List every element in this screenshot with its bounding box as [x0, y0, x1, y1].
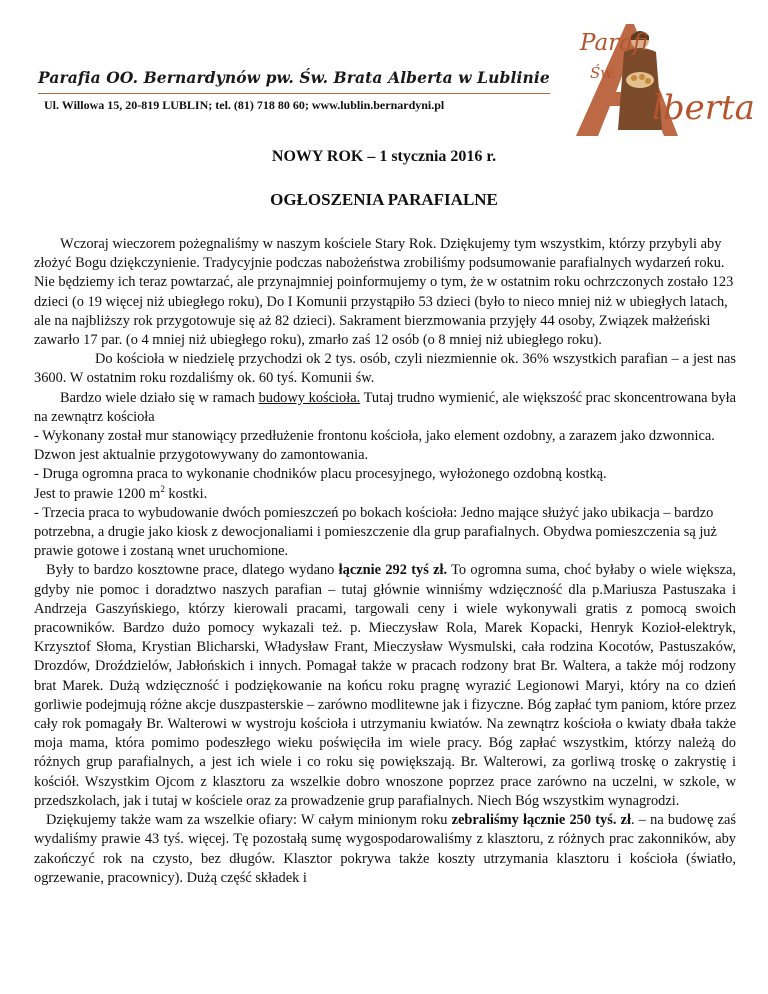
paragraph-wall: - Wykonany został mur stanowiący przedłużenie frontonu kościoła, jako element ozdobny, a zarazem jako dzwonnica. Dzwon jest aktualnie przygotowywany do zamontowania.	[34, 428, 715, 464]
logo-text-parafia: Parafi	[580, 30, 649, 56]
paragraph-attendance: Do kościoła w niedzielę przychodzi ok 2 tys. osób, czyli niezmiennie ok. 36% wszystkich parafian – a jest nas 3600. W ostatnim roku rozdaliśmy ok. 60 tyś. Komunii św.	[34, 351, 736, 387]
text: Tutaj trudno wymienić, ale większość prac skoncentrowana była na zewnątrz kościoła	[34, 389, 736, 425]
bold-total-cost: łącznie 292 tyś zł.	[338, 562, 448, 579]
paragraph-year-summary: Wczoraj wieczorem pożegnaliśmy w naszym kościele Stary Rok. Dziękujemy tym wszystkim, którzy przybyli aby złożyć Bogu dziękczynienie. Tradycyjnie podczas nabożeństwa zrobiliśmy podsumowanie parafialnych wydarzeń roku. Nie będziemy ich teraz powtarzać, ale przynajmniej poinformujemy o tym, że w ostatnim roku ochrzczonych zostało 123 dzieci (o 19 więcej niż ubiegłego roku), Do I Komunii przystąpiło 53 dzieci (było to nieco mniej niż w ubiegłych latach, ale na najbliższy rok przygotowuje się aż 82 dzieci). Sakrament bierzmowania przyjęły 44 osoby, Związek małżeński zawarło 17 par. (o 4 mniej niż ubiegłego roku), zmarło zaś 12 osób (o 8 mniej niż ubiegłego roku).	[34, 236, 734, 349]
construction-link[interactable]: budowy kościoła.	[258, 389, 361, 406]
paragraph-costs-thanks	[34, 561, 736, 811]
text: Dziękujemy także wam za wszelkie ofiary: W całym minionym roku	[46, 812, 452, 829]
header-divider	[38, 93, 550, 94]
parish-name: Parafia OO. Bernardynów pw. Św. Brata Alberta w Lublinie	[38, 68, 550, 87]
text: Jest to prawie 1200 m	[34, 485, 161, 502]
text: Bardzo wiele działo się w ramach	[60, 389, 259, 406]
text: kostki.	[164, 485, 208, 502]
text: . – na budowę zaś wydaliśmy prawie 43 tyś. więcej. Tę pozostałą sumę wygospodarowaliśmy z klasztoru, z różnych prac zakonników, aby zakończyć rok na czysto, bez długów. Klasztor pokrywa także koszty utrzymania klasztoru i kościoła (światło, ogrzewanie, pracownicy). Dużą część składek i	[34, 812, 737, 886]
announcements-title: OGŁOSZENIA PARAFIALNE	[270, 190, 498, 209]
parish-address: Ul. Willowa 15, 20-819 LUBLIN; tel. (81) 718 80 60; www.lublin.bernardyni.pl	[44, 98, 445, 112]
date-title: NOWY ROK – 1 stycznia 2016 r.	[271, 148, 497, 165]
text: Były to bardzo kosztowne prace, dlatego wydano	[46, 562, 339, 579]
paragraph-pavement	[34, 465, 736, 503]
paragraph-offerings	[34, 811, 736, 888]
logo-text-sw: Św.	[590, 64, 617, 82]
superscript: 2	[160, 483, 165, 494]
paragraph-construction	[34, 389, 736, 427]
text: To ogromna suma, choć byłaby o wiele większa, gdyby nie pomoc i doradztwo naszych parafian – tutaj głównie winniśmy wdzięczność dla p.Mariusza Pastuszaka i Andrzeja Gaszyńskiego, którzy kierowali pracami, targowali ceny i wiele wykonywali gratis z pomocą swoich pracowników. Bardzo dużo pomocy wykazali też. p. Mieczysław Rola, Marek Kopacki, Henryk Kozioł-elektryk, Krzysztof Słoma, Krystian Blicharski, Władysław Frant, Mieczysław Wysmulski, cała rodzina Kocotów, Pastuszaków, Drozdów, Droździelów, Jabłońskich i innych. Pomagał także w pracach rodzony brat Br. Waltera, a także mój rodzony brat Marek. Dużą wdzięczność i podziękowanie na końcu roku pragnę wyrazić Legionowi Maryi, który na co dzień gorliwie podejmują różne akcje duszpasterskie – zarówno modlitewne jak i fizyczne. Bóg zapłać tym paniom, które przez cały rok pomagały Br. Walterowi w wystroju kościoła i utrzymaniu kwiatów. Na zewnątrz kościoła o kwiaty dbała także moja mama, która pomimo podeszłego wieku poświęciła im wiele pracy. Bóg zapłać wszystkim, którzy należą do różnych grup parafialnych, a jest ich wiele i co roku się powiększają. Br. Walterowi, za gorliwą troskę o zakrystię i kościół. Wszystkim Ojcom z klasztoru za wszelkie dobro wnoszone poprzez prace zarówno na uczelni, w szkole, w przedszkolach, jak i tutaj w kościele oraz za prowadzenie grup parafialnych. Niech Bóg wszystkim wynagrodzi.	[34, 562, 736, 809]
bold-total-offerings: zebraliśmy łącznie 250 tyś. zł	[451, 812, 631, 829]
logo-text-alberta: lberta	[652, 88, 755, 128]
paragraph-rooms: - Trzecia praca to wybudowanie dwóch pomieszczeń po bokach kościoła: Jedno mające służyć jako ubikacja – bardzo potrzebna, a drugie jako kiosk z dewocjonaliami i pomieszczenie dla grup parafialnych. Obydwa pomieszczenia są już prawie gotowe i zostaną wnet uruchomione.	[34, 504, 717, 560]
announcements-body	[34, 235, 736, 888]
text: - Druga ogromna praca to wykonanie chodników placu procesyjnego, wyłożonego ozdobną kostką.	[34, 466, 607, 483]
